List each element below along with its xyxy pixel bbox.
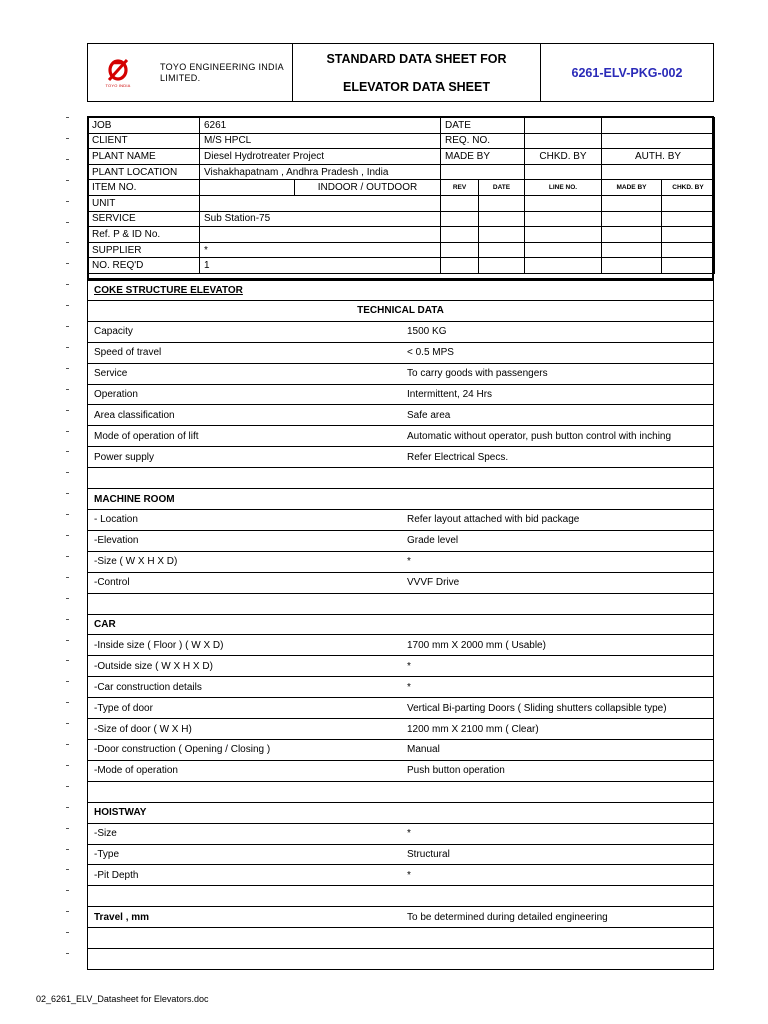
spec-value: * — [407, 660, 411, 672]
company-logo — [92, 58, 144, 88]
margin-tick — [66, 681, 69, 682]
spec-label: Operation — [94, 388, 138, 400]
table-row: PLANT NAME Diesel Hydrotreater Project MADE BY CHKD. BY AUTH. BY — [88, 149, 715, 165]
spec-label: -Control — [94, 577, 130, 589]
spec-value: * — [407, 828, 411, 840]
company-name: TOYO ENGINEERING INDIA LIMITED. — [160, 61, 284, 83]
margin-tick — [66, 723, 69, 724]
blank-row — [88, 928, 713, 949]
spec-label: Mode of operation of lift — [94, 430, 199, 442]
table-row: Ref. P & ID No. — [88, 227, 715, 243]
margin-tick — [66, 577, 69, 578]
section-heading: HOISTWAY — [94, 807, 147, 819]
section-machine-room — [88, 489, 713, 510]
spec-row — [88, 698, 713, 719]
spec-label: -Size ( W X H X D) — [94, 556, 178, 568]
spec-row — [88, 343, 713, 364]
table-row: SUPPLIER * — [88, 242, 715, 258]
table-row: NO. REQ'D 1 — [88, 258, 715, 274]
technical-data-heading: TECHNICAL DATA — [88, 301, 713, 322]
spec-value: * — [407, 681, 411, 693]
margin-tick — [66, 953, 69, 954]
margin-tick — [66, 180, 69, 181]
spec-value: Vertical Bi-parting Doors ( Sliding shutters collapsible type) — [407, 702, 667, 714]
spec-label: -Door construction ( Opening / Closing ) — [94, 744, 271, 756]
spec-label: Capacity — [94, 326, 133, 338]
spec-row — [88, 510, 713, 531]
spec-value: Safe area — [407, 409, 451, 421]
margin-tick — [66, 890, 69, 891]
margin-tick — [66, 535, 69, 536]
margin-tick — [66, 744, 69, 745]
spec-label: Area classification — [94, 409, 175, 421]
spec-row — [88, 907, 713, 928]
margin-tick — [66, 598, 69, 599]
spec-row — [88, 719, 713, 740]
job-info-table — [87, 117, 715, 274]
margin-tick — [66, 451, 69, 452]
spec-value: 1500 KG — [407, 326, 447, 338]
section-coke-structure-elevator — [88, 280, 713, 301]
margin-tick — [66, 117, 69, 118]
spec-value: Push button operation — [407, 765, 505, 777]
margin-tick — [66, 222, 69, 223]
spec-row — [88, 573, 713, 594]
table-row: ITEM NO. INDOOR / OUTDOOR REV DATE LINE NO. MADE BY CHKD. BY — [88, 180, 715, 196]
spec-label: Travel , mm — [94, 911, 150, 923]
margin-tick — [66, 493, 69, 494]
table-row: SERVICE Sub Station-75 — [88, 211, 715, 227]
margin-tick — [66, 514, 69, 515]
margin-tick — [66, 138, 69, 139]
margin-tick — [66, 807, 69, 808]
company-block — [88, 44, 293, 101]
margin-tick — [66, 765, 69, 766]
spec-label: -Inside size ( Floor ) ( W X D) — [94, 639, 224, 651]
margin-tick — [66, 911, 69, 912]
spec-row — [88, 531, 713, 552]
spec-row — [88, 364, 713, 385]
spec-row — [88, 426, 713, 447]
table-row: JOB 6261 DATE — [88, 118, 715, 134]
margin-tick — [66, 284, 69, 285]
spec-row — [88, 824, 713, 845]
specification-section — [87, 280, 714, 970]
margin-tick — [66, 786, 69, 787]
toyo-logo-icon — [105, 58, 131, 82]
spec-row — [88, 322, 713, 343]
section-hoistway — [88, 803, 713, 824]
spec-label: -Mode of operation — [94, 765, 178, 777]
spec-value: 1200 mm X 2100 mm ( Clear) — [407, 723, 539, 735]
spec-value: VVVF Drive — [407, 577, 460, 589]
footer-filename: 02_6261_ELV_Datasheet for Elevators.doc — [36, 994, 209, 1004]
blank-row — [88, 886, 713, 907]
section-bottom-rule — [87, 969, 401, 970]
spec-value: 1700 mm X 2000 mm ( Usable) — [407, 639, 546, 651]
section-heading: COKE STRUCTURE ELEVATOR — [94, 284, 243, 296]
margin-tick — [66, 347, 69, 348]
spec-label: -Type of door — [94, 702, 153, 714]
spec-row — [88, 635, 713, 656]
margin-tick — [66, 640, 69, 641]
spec-row — [88, 865, 713, 886]
spec-label: -Pit Depth — [94, 869, 139, 881]
document-number: 6261-ELV-PKG-002 — [571, 65, 683, 80]
margin-tick — [66, 305, 69, 306]
spec-value: * — [407, 869, 411, 881]
margin-tick — [66, 389, 69, 390]
spec-label: Speed of travel — [94, 347, 162, 359]
margin-tick — [66, 932, 69, 933]
blank-row — [88, 949, 713, 970]
spec-row — [88, 677, 713, 698]
spec-value: Manual — [407, 744, 440, 756]
spec-label: -Type — [94, 848, 120, 860]
section-car — [88, 615, 713, 636]
spec-row — [88, 761, 713, 782]
spec-row — [88, 845, 713, 866]
margin-tick — [66, 702, 69, 703]
table-row: UNIT — [88, 195, 715, 211]
logo-caption: TOYO INDIA — [105, 82, 131, 88]
spec-value: * — [407, 556, 411, 568]
margin-tick — [66, 431, 69, 432]
margin-tick — [66, 263, 69, 264]
spec-label: -Outside size ( W X H X D) — [94, 660, 213, 672]
spec-row — [88, 447, 713, 468]
blank-row — [88, 594, 713, 615]
margin-tick — [66, 828, 69, 829]
blank-row — [88, 782, 713, 803]
table-row: CLIENT M/S HPCL REQ. NO. — [88, 133, 715, 149]
spec-value: < 0.5 MPS — [407, 347, 454, 359]
spec-row — [88, 552, 713, 573]
margin-tick — [66, 201, 69, 202]
spec-value: Automatic without operator, push button control with inching — [407, 430, 672, 442]
margin-tick — [66, 556, 69, 557]
spec-row — [88, 405, 713, 426]
spec-value: To be determined during detailed engineering — [407, 911, 608, 923]
spec-label: Power supply — [94, 451, 155, 463]
margin-tick — [66, 368, 69, 369]
section-heading: MACHINE ROOM — [94, 493, 175, 505]
spec-label: -Size — [94, 828, 117, 840]
spec-row — [88, 656, 713, 677]
spec-label: -Car construction details — [94, 681, 202, 693]
spec-label: -Size of door ( W X H) — [94, 723, 192, 735]
spec-label: - Location — [94, 514, 138, 526]
spec-value: Intermittent, 24 Hrs — [407, 388, 493, 400]
table-row: PLANT LOCATION Vishakhapatnam , Andhra Pradesh , India — [88, 164, 715, 180]
spec-value: Grade level — [407, 535, 459, 547]
spec-label: Service — [94, 368, 128, 380]
spec-value: Structural — [407, 848, 450, 860]
margin-tick — [66, 472, 69, 473]
spec-value: Refer layout attached with bid package — [407, 514, 580, 526]
margin-tick — [66, 410, 69, 411]
spec-row — [88, 385, 713, 406]
spec-value: To carry goods with passengers — [407, 368, 548, 380]
spec-row — [88, 740, 713, 761]
margin-tick — [66, 159, 69, 160]
spec-value: Refer Electrical Specs. — [407, 451, 509, 463]
margin-tick — [66, 869, 69, 870]
margin-tick — [66, 619, 69, 620]
blank-row — [88, 468, 713, 489]
margin-tick — [66, 326, 69, 327]
margin-tick — [66, 660, 69, 661]
document-header — [87, 43, 714, 102]
document-title: STANDARD DATA SHEET FOR ELEVATOR DATA SHEET — [293, 44, 541, 101]
margin-tick — [66, 849, 69, 850]
section-heading: CAR — [94, 618, 116, 630]
spec-label: -Elevation — [94, 535, 139, 547]
margin-tick — [66, 242, 69, 243]
